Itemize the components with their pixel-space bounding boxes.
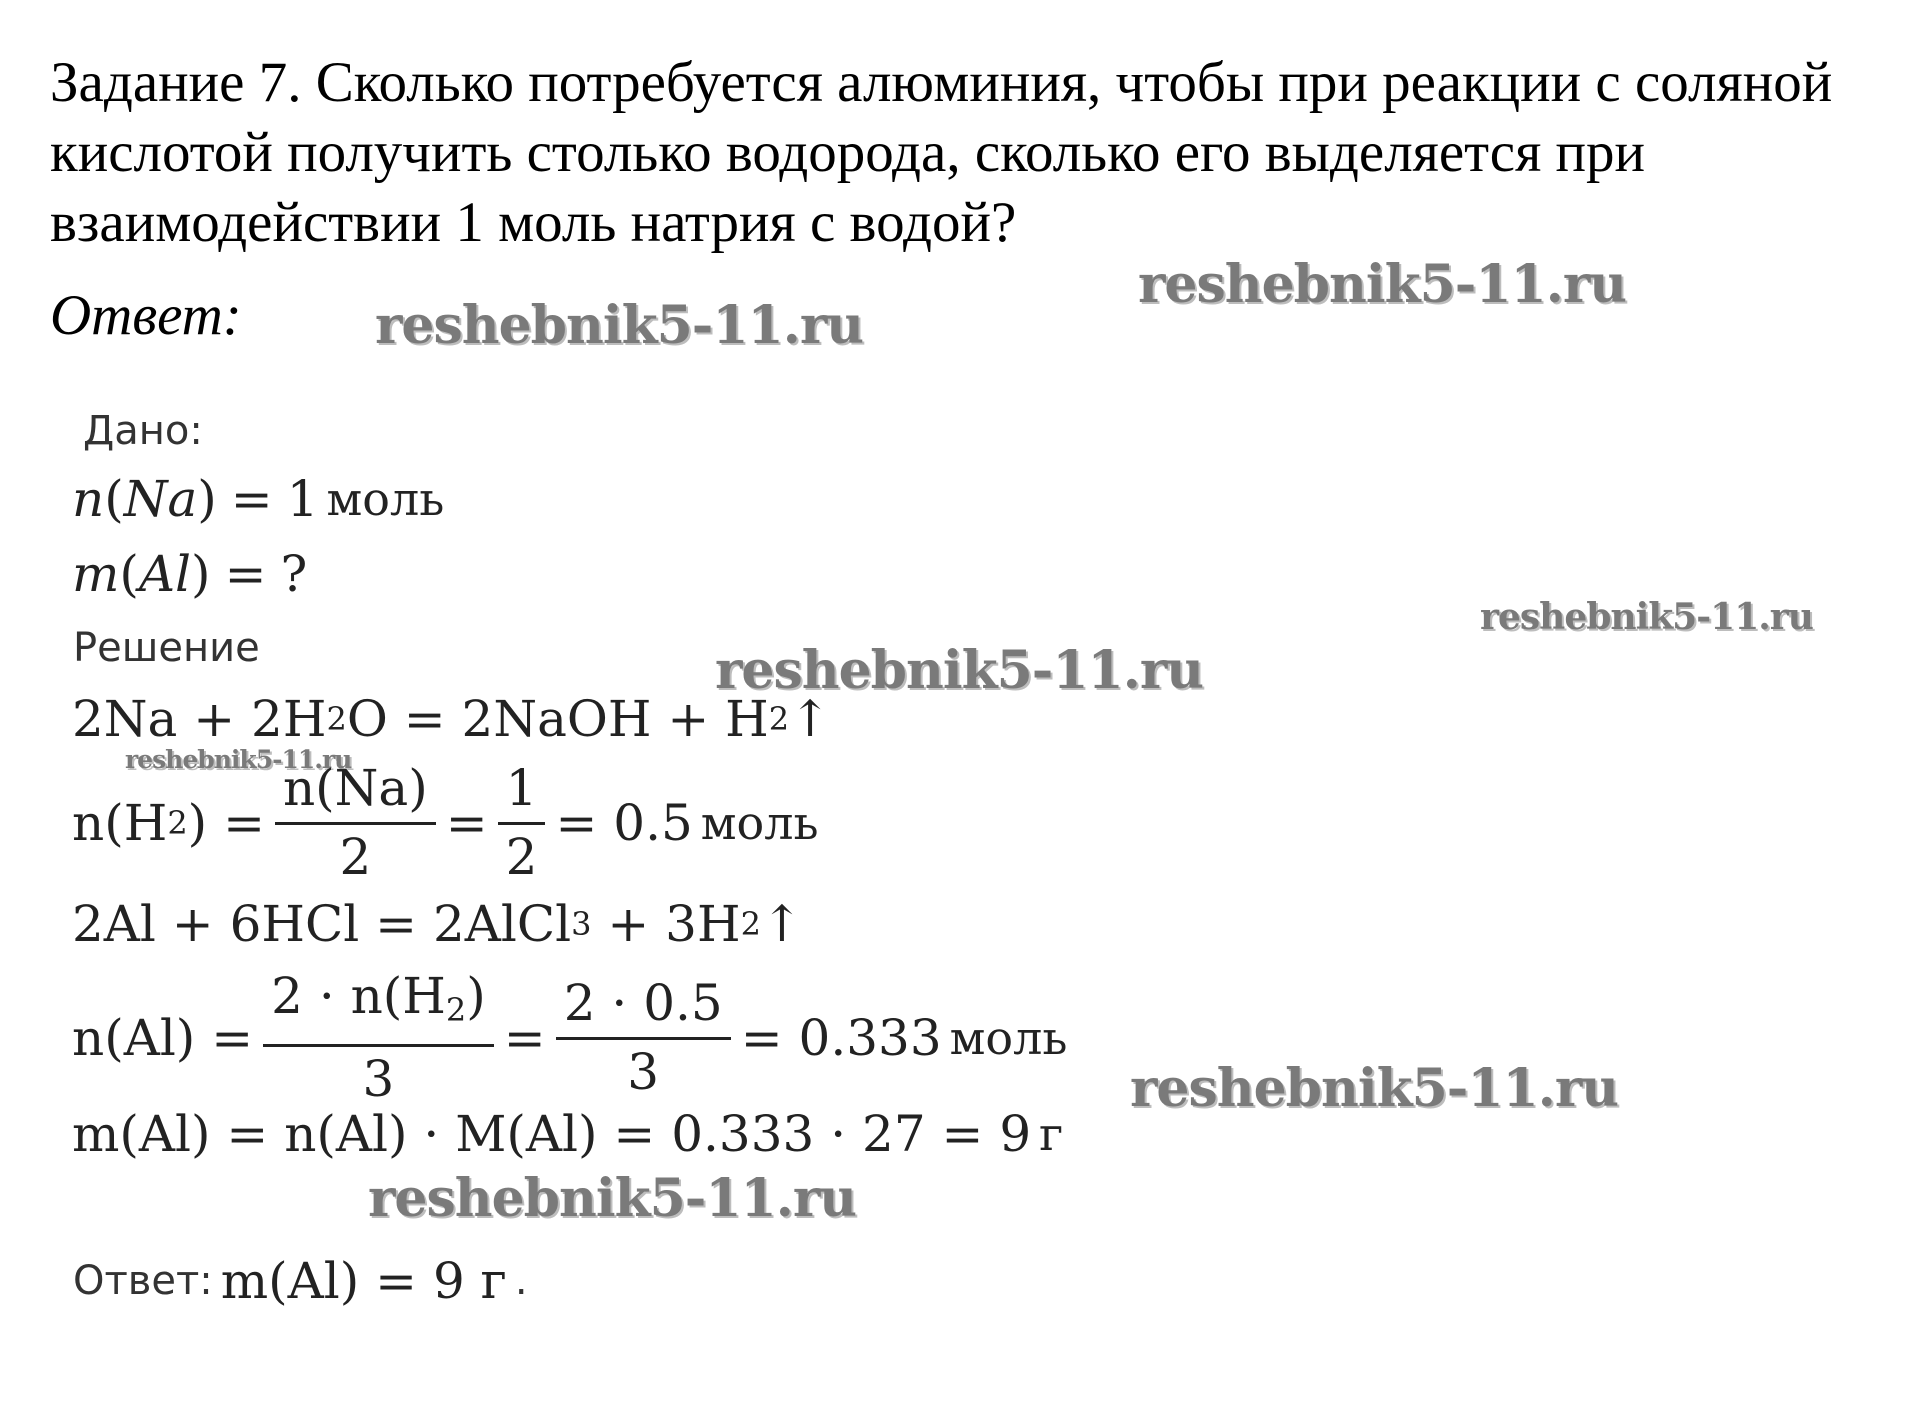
unit: моль: [949, 1010, 1068, 1065]
equation-part: + 3H: [591, 895, 741, 953]
unit: г: [1039, 1107, 1064, 1161]
reaction-aluminium-hcl: [72, 895, 803, 953]
watermark: reshebnik5-11.ru: [1138, 254, 1627, 315]
denominator: 3: [362, 1050, 395, 1108]
equation-part: n(Al) =: [72, 1008, 254, 1067]
subscript: 2: [326, 700, 347, 738]
element-symbol: Na: [123, 470, 198, 528]
reaction-sodium-water: [72, 690, 831, 748]
final-answer: [73, 1252, 528, 1310]
hydrogen-amount-calc: n(H 2 ) = $\frac{n(Na)}{2}$ = $\frac{1}{2}$ = 0.5 моль: [72, 759, 819, 886]
gas-arrow-icon: ↑: [760, 895, 803, 953]
equation-part: 2Al + 6HCl = 2AlCl: [72, 895, 572, 953]
subscript: 2: [740, 905, 761, 943]
final-answer-dot: .: [514, 1258, 528, 1304]
numerator: 2 · 0.5: [556, 975, 731, 1040]
numerator: $2 \cdot n(H_2)$: [263, 968, 494, 1047]
subscript: 2: [167, 803, 188, 842]
numerator: 1: [498, 760, 546, 825]
result: = 0.333: [740, 1008, 942, 1067]
result: = 0.5: [555, 793, 693, 852]
fraction: [263, 968, 494, 1107]
fraction: [498, 760, 546, 885]
fraction: [275, 760, 436, 885]
given-label: Дано:: [83, 408, 203, 454]
given-sodium-amount: n ( Na ) = 1 моль: [72, 470, 445, 528]
watermark: reshebnik5-11.ru: [125, 745, 352, 774]
watermark: reshebnik5-11.ru: [368, 1168, 857, 1229]
numerator: n(Na): [275, 760, 436, 825]
unit: моль: [326, 472, 445, 526]
aluminium-amount-calc: n(Al) = $\frac{2 \cdot n(H_2)}{3}$ = $\frac{2 \cdot 0.5}{3}$ = 0.333 моль: [72, 967, 1068, 1108]
equation-part: 2Na + 2H: [72, 690, 327, 748]
final-answer-label: Ответ:: [73, 1258, 213, 1304]
element-symbol: Al: [138, 545, 192, 603]
equation-part: n(H: [72, 793, 168, 852]
subscript: 3: [571, 905, 592, 943]
watermark: reshebnik5-11.ru: [375, 295, 864, 356]
given-aluminium-mass: m ( Al ) = ?: [72, 545, 308, 603]
subscript: 2: [768, 700, 790, 738]
gas-arrow-icon: ↑: [789, 690, 832, 748]
given-value: 1: [286, 470, 319, 528]
task-text: Задание 7. Сколько потребуется алюминия, чтобы при реакции с соляной кислотой получить столько водорода, сколько его выделяется при взаимодействии 1 моль натрия с водой?: [50, 51, 1833, 254]
unknown-value: ?: [280, 545, 308, 603]
equation-part: O = 2NaOH + H: [346, 690, 769, 748]
answer-heading: Ответ:: [50, 284, 242, 347]
equation-part: ) =: [187, 793, 265, 852]
denominator: 3: [627, 1043, 660, 1101]
aluminium-mass-calc: [72, 1105, 1063, 1163]
denominator: 2: [505, 828, 538, 886]
function-symbol: m: [72, 545, 120, 603]
watermark: reshebnik5-11.ru: [715, 640, 1204, 701]
unit: моль: [700, 795, 819, 850]
equation-part: m(Al) = n(Al) · M(Al) = 0.333 · 27 = 9: [72, 1105, 1032, 1163]
denominator: 2: [339, 828, 372, 886]
final-answer-expression: m(Al) = 9 г: [220, 1252, 507, 1310]
fraction: [556, 975, 731, 1100]
watermark: reshebnik5-11.ru: [1130, 1058, 1619, 1119]
solution-label: Решение: [73, 625, 260, 671]
function-symbol: n: [72, 470, 105, 528]
watermark: reshebnik5-11.ru: [1480, 596, 1813, 638]
